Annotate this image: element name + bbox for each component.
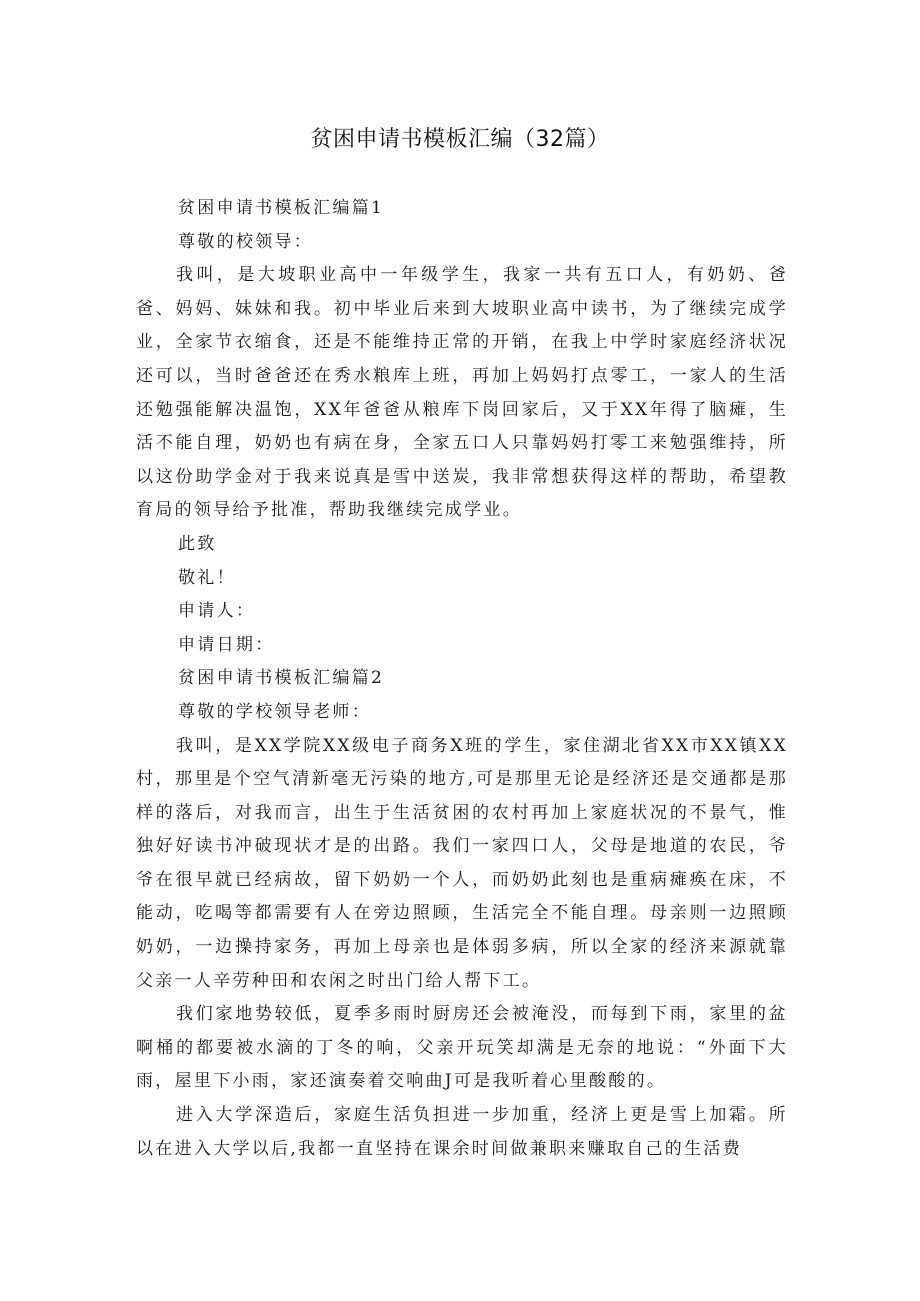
body-paragraph: 进入大学深造后，家庭生活负担进一步加重，经济上更是雪上加霜。所以在进入大学以后,我都一直坚持在课余时间做兼职来赚取自己的生活费 [136, 1105, 788, 1159]
date-line: 申请日期： [178, 634, 275, 655]
closing-line: 敬礼！ [178, 567, 236, 588]
applicant-line: 申请人： [178, 601, 256, 622]
section-heading: 贫困申请书模板汇编篇2 [178, 668, 385, 689]
document-body [136, 192, 788, 1166]
salutation: 尊敬的校领导： [178, 231, 314, 252]
body-paragraph: 我们家地势较低，夏季多雨时厨房还会被淹没，而每到下雨，家里的盆啊桶的都要被水滴的丁冬的响，父亲开玩笑却满是无奈的地说：“外面下大雨，屋里下小雨，家还演奏着交响曲J可是我听着心里酸酸的。 [136, 1004, 788, 1092]
salutation: 尊敬的学校领导老师： [178, 701, 371, 722]
body-paragraph: 我叫，是XX学院XX级电子商务X班的学生，家住湖北省XX市XX镇XX村，那里是个空气清新毫无污染的地方,可是那里无论是经济还是交通都是那样的落后，对我而言，出生于生活贫困的农村再加上家庭状况的不景气，惟独好好读书冲破现状才是的出路。我们一家四口人，父母是地道的农民，爷爷在很早就已经病故，留下奶奶一个人，而奶奶此刻也是重病瘫痪在床，不能动，吃喝等都需要有人在旁边照顾，生活完全不能自理。母亲则一边照顾奶奶，一边操持家务，再加上母亲也是体弱多病，所以全家的经济来源就靠父亲一人辛劳种田和农闲之时出门给人帮下工。 [136, 735, 788, 991]
body-paragraph: 我叫，是大坡职业高中一年级学生，我家一共有五口人，有奶奶、爸爸、妈妈、妹妹和我。初中毕业后来到大坡职业高中读书，为了继续完成学业，全家节衣缩食，还是不能维持正常的开销，在我上中学时家庭经济状况还可以，当时爸爸还在秀水粮库上班，再加上妈妈打点零工，一家人的生活还勉强能解决温饱，XX年爸爸从粮库下岗回家后，又于XX年得了脑瘫，生活不能自理，奶奶也有病在身，全家五口人只靠妈妈打零工来勉强维持，所以这份助学金对于我来说真是雪中送炭，我非常想获得这样的帮助，希望教育局的领导给予批准，帮助我继续完成学业。 [136, 265, 788, 521]
section-heading: 贫困申请书模板汇编篇1 [178, 198, 385, 218]
document-title: 贫困申请书模板汇编（32篇） [310, 127, 610, 152]
closing-line: 此致 [178, 533, 217, 554]
